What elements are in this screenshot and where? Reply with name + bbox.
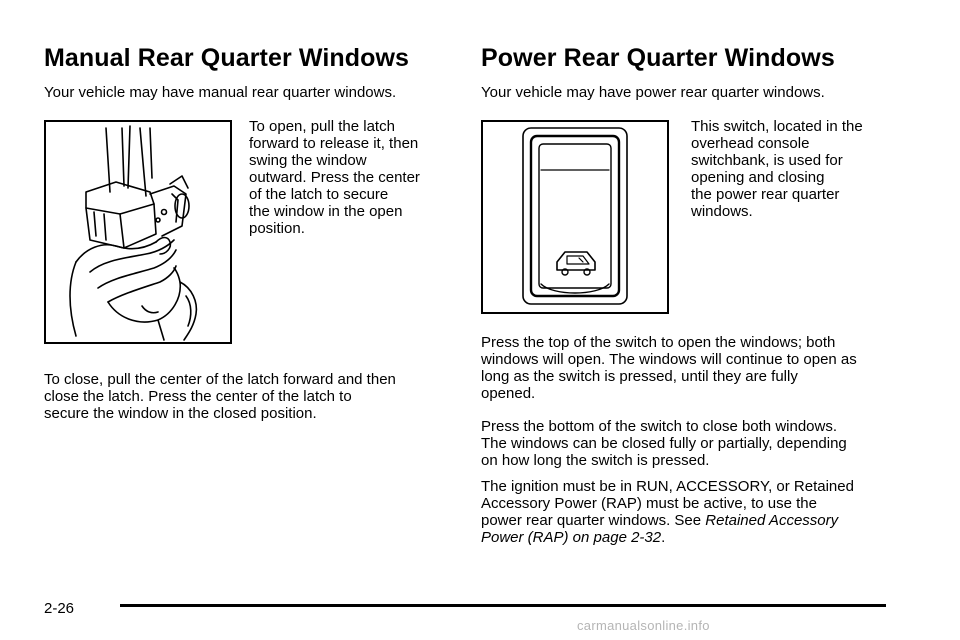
- power-windows-intro: Your vehicle may have power rear quarter windows.: [481, 84, 825, 101]
- open-windows-instructions: Press the top of the switch to open the windows; both windows will open. The windows will continue to open as long as the switch is pressed, until they are fully opened.: [481, 334, 857, 402]
- power-windows-heading: Power Rear Quarter Windows: [481, 44, 835, 72]
- manual-windows-intro: Your vehicle may have manual rear quarter windows.: [44, 84, 397, 101]
- hand-latch-illustration-icon: [46, 122, 230, 342]
- close-windows-instructions: Press the bottom of the switch to close both windows. The windows can be closed fully or partially, depending on how long the switch is pressed.: [481, 418, 847, 469]
- ignition-note-end: .: [661, 529, 666, 546]
- rap-page-reference[interactable]: Retained Accessory Power (RAP) on page 2-32: [481, 512, 839, 546]
- open-instructions: To open, pull the latch forward to release it, then swing the window outward. Press the center of the latch to secure the window in the open position.: [249, 118, 420, 237]
- rear-window-switch-illustration-icon: [483, 122, 667, 312]
- watermark: carmanualsonline.info: [577, 618, 710, 633]
- manual-windows-heading: Manual Rear Quarter Windows: [44, 44, 410, 72]
- ignition-note: [481, 478, 854, 546]
- switch-description: This switch, located in the overhead console switchbank, is used for opening and closing the power rear quarter windows.: [691, 118, 863, 220]
- footer-rule: [120, 604, 886, 607]
- close-instructions: To close, pull the center of the latch forward and then close the latch. Press the center of the latch to secure the window in the closed position.: [44, 371, 396, 422]
- ignition-note-text: The ignition must be in RUN, ACCESSORY, or Retained Accessory Power (RAP) must be active, to use the power rear quarter windows. See: [481, 478, 854, 529]
- page-number: 2-26: [44, 600, 75, 617]
- switch-figure: [481, 120, 669, 314]
- latch-figure: [44, 120, 232, 344]
